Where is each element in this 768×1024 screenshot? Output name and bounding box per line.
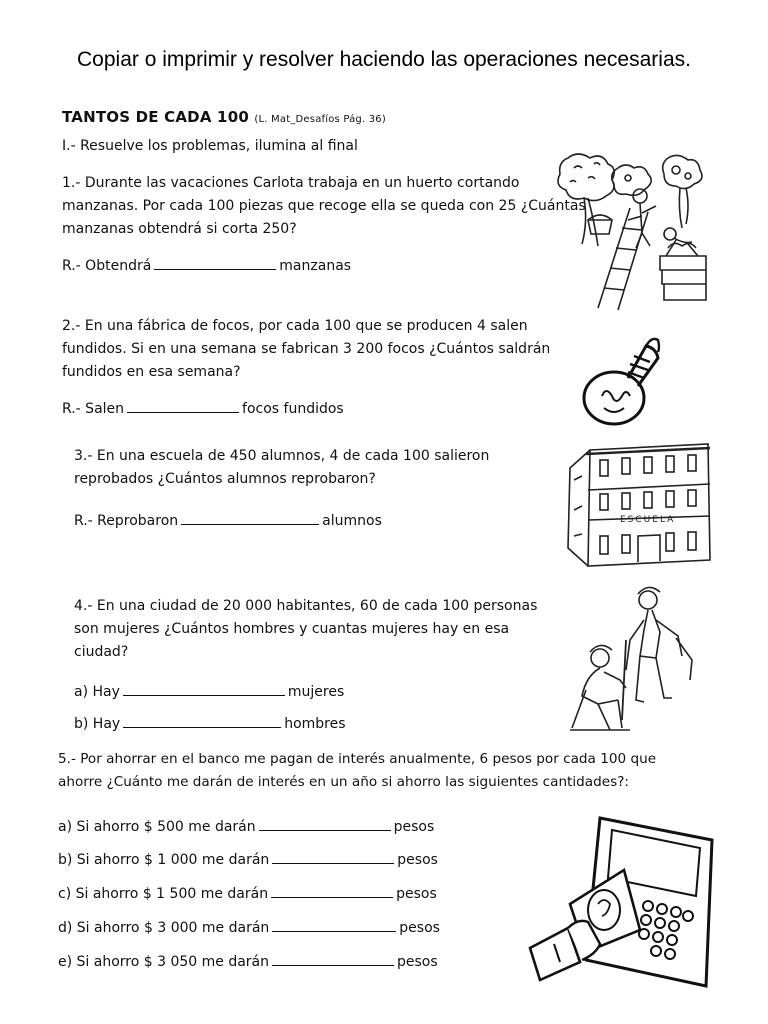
problem-2-line-1: 2.- En una fábrica de focos, por cada 100 que se producen 4 salen — [62, 318, 528, 334]
answer-label: c) Si ahorro $ 1 500 me darán — [58, 886, 269, 902]
problem-4-answer-b — [74, 712, 346, 736]
answer-unit: pesos — [397, 852, 438, 868]
problem-4-line-2: son mujeres ¿Cuántos hombres y cuantas mujeres hay en esa — [74, 621, 510, 637]
problem-1-answer — [62, 254, 351, 278]
problem-2-line-3: fundidos en esa semana? — [62, 364, 241, 380]
problem-5-answer-d — [58, 916, 440, 940]
answer-label: R.- Reprobaron — [74, 513, 179, 529]
problem-3-answer — [74, 509, 382, 533]
problem-4 — [74, 595, 537, 664]
problem-2-line-2: fundidos. Si en una semana se fabrican 3 200 focos ¿Cuántos saldrán — [62, 341, 551, 357]
answer-label: a) Hay — [74, 684, 120, 700]
problem-2-answer — [62, 397, 344, 421]
answer-blank[interactable] — [259, 815, 391, 831]
answer-blank[interactable] — [127, 397, 239, 413]
school-sign-text: ESCUELA — [620, 515, 676, 525]
atm-hand-illustration — [520, 812, 720, 990]
problem-1-line-1: 1.- Durante las vacaciones Carlota trabaja en un huerto cortando — [62, 175, 520, 191]
answer-unit: alumnos — [322, 513, 382, 529]
answer-label: b) Hay — [74, 716, 121, 732]
page-instruction: Copiar o imprimir y resolver haciendo las operaciones necesarias. — [77, 48, 691, 71]
answer-label: a) Si ahorro $ 500 me darán — [58, 819, 256, 835]
problem-5-answer-e — [58, 950, 438, 974]
answer-unit: manzanas — [279, 258, 352, 274]
workers-illustration — [560, 580, 710, 740]
problem-3-line-2: reprobados ¿Cuántos alumnos reprobaron? — [74, 471, 376, 487]
problem-2 — [62, 315, 550, 384]
problem-1 — [62, 172, 586, 241]
answer-unit: hombres — [284, 716, 346, 732]
problem-4-line-1: 4.- En una ciudad de 20 000 habitantes, 60 de cada 100 personas — [74, 598, 538, 614]
answer-label: R.- Obtendrá — [62, 258, 152, 274]
answer-unit: pesos — [396, 886, 437, 902]
problem-1-line-3: manzanas obtendrá si corta 250? — [62, 221, 297, 237]
orchard-ladder-illustration — [548, 148, 728, 313]
school-building-illustration — [560, 440, 720, 572]
problem-5-line-1: 5.- Por ahorrar en el banco me pagan de interés anualmente, 6 pesos por cada 100 que — [58, 751, 657, 767]
problem-1-line-2: manzanas. Por cada 100 piezas que recoge ella se queda con 25 ¿Cuántas — [62, 198, 586, 214]
answer-label: b) Si ahorro $ 1 000 me darán — [58, 852, 270, 868]
answer-blank[interactable] — [272, 916, 396, 932]
light-bulb-illustration — [578, 326, 662, 428]
problem-5-line-2: ahorre ¿Cuánto me darán de interés en un año si ahorro las siguientes cantidades?: — [58, 774, 629, 790]
answer-unit: pesos — [397, 954, 438, 970]
worksheet-title — [62, 108, 386, 126]
problem-5-answer-a — [58, 815, 434, 839]
answer-unit: mujeres — [287, 684, 345, 700]
problem-3 — [74, 445, 489, 491]
answer-label: e) Si ahorro $ 3 050 me darán — [58, 954, 270, 970]
answer-unit: pesos — [399, 920, 440, 936]
answer-blank[interactable] — [271, 882, 393, 898]
answer-blank[interactable] — [272, 950, 394, 966]
problem-5 — [58, 748, 656, 794]
answer-blank[interactable] — [272, 848, 394, 864]
answer-unit: pesos — [393, 819, 435, 835]
answer-unit: focos fundidos — [242, 401, 344, 417]
worksheet-title-text: TANTOS DE CADA 100 — [62, 108, 249, 126]
answer-blank[interactable] — [181, 509, 319, 525]
answer-blank[interactable] — [123, 680, 285, 696]
answer-blank[interactable] — [154, 254, 276, 270]
answer-label: R.- Salen — [62, 401, 125, 417]
problem-5-answer-b — [58, 848, 438, 872]
answer-blank[interactable] — [123, 712, 281, 728]
problem-3-line-1: 3.- En una escuela de 450 alumnos, 4 de cada 100 salieron — [74, 448, 490, 464]
problem-4-line-3: ciudad? — [74, 644, 129, 660]
worksheet-source: (L. Mat_Desafíos Pág. 36) — [254, 114, 386, 125]
section-instruction: I.- Resuelve los problemas, ilumina al final — [62, 138, 358, 154]
problem-4-answer-a — [74, 680, 344, 704]
problem-5-answer-c — [58, 882, 437, 906]
answer-label: d) Si ahorro $ 3 000 me darán — [58, 920, 270, 936]
